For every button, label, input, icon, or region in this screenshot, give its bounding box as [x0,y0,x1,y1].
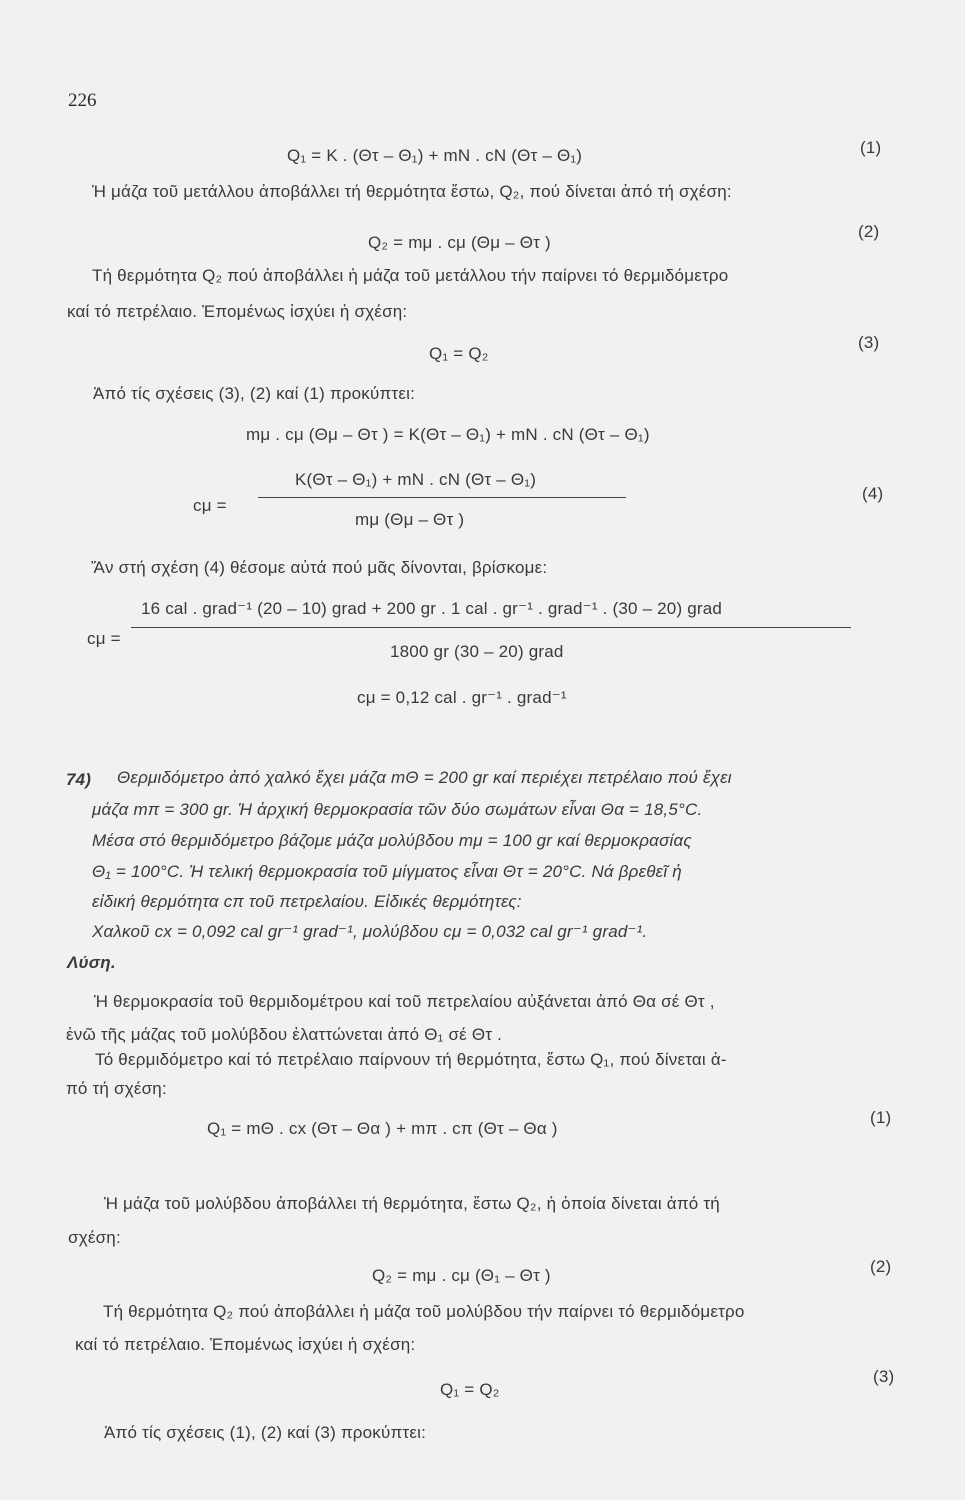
combined-equation: mμ . cμ (Θμ – Θτ ) = K(Θτ – Θ₁) + mN . cN (Θτ – Θ₁) [246,425,650,444]
paragraph-3: Ἀπό τίς σχέσεις (3), (2) καί (1) προκύπτει: [93,384,416,403]
problem-line-2: μάζα mπ = 300 gr. Ἡ ἀρχική θερμοκρασία τῶν δύο σωμάτων εἶναι Θα = 18,5°C. [92,800,703,819]
solution-paragraph-1-line-2: ἐνῶ τῆς μάζας τοῦ μολύβδου ἐλαττώνεται ἀπό Θ₁ σέ Θτ . [66,1025,503,1044]
solution-paragraph-2-line-1: Τό θερμιδόμετρο καί τό πετρέλαιο παίρνουν τή θερμότητα, ἔστω Q₁, πού δίνεται ἀ- [95,1050,727,1069]
problem-line-4: Θ₁ = 100°C. Ἡ τελική θερμοκρασία τοῦ μίγματος εἶναι Θτ = 20°C. Νά βρεθεῖ ἡ [92,862,682,881]
equation-5-fraction-bar [131,627,851,628]
problem-line-3: Μέσα στό θερμιδόμετρο βάζομε μάζα μολύβδου mμ = 100 gr καί θερμοκρασίας [92,831,692,850]
equation-4-denominator: mμ (Θμ – Θτ ) [355,510,465,529]
solution-paragraph-4-line-1: Τή θερμότητα Q₂ πού ἀποβάλλει ἡ μάζα τοῦ μολύβδου τήν παίρνει τό θερμιδόμετρο [103,1302,745,1321]
solution-equation-3: Q₁ = Q₂ [440,1380,500,1399]
solution-paragraph-5: Ἀπό τίς σχέσεις (1), (2) καί (3) προκύπτει: [104,1423,427,1442]
equation-2: Q₂ = mμ . cμ (Θμ – Θτ ) [368,233,551,252]
equation-1: Q₁ = K . (Θτ – Θ₁) + mN . cN (Θτ – Θ₁) [287,146,583,165]
problem-line-5: εἰδική θερμότητα cπ τοῦ πετρελαίου. Εἰδικές θερμότητες: [92,892,522,911]
equation-4-numerator: K(Θτ – Θ₁) + mN . cN (Θτ – Θ₁) [295,470,537,489]
solution-paragraph-3-line-2: σχέση: [68,1228,121,1247]
equation-5-denominator: 1800 gr (30 – 20) grad [390,642,564,661]
equation-4-lhs: cμ = [193,496,227,515]
page-number: 226 [68,90,97,111]
solution-equation-1: Q₁ = mΘ . cx (Θτ – Θα ) + mπ . cπ (Θτ – Θα ) [207,1119,558,1138]
problem-line-1: Θερμιδόμετρο ἀπό χαλκό ἔχει μάζα mΘ = 200 gr καί περιέχει πετρέλαιο πού ἔχει [117,768,732,787]
solution-equation-1-number: (1) [870,1108,892,1127]
equation-5-numerator: 16 cal . grad⁻¹ (20 – 10) grad + 200 gr . 1 cal . gr⁻¹ . grad⁻¹ . (30 – 20) grad [141,599,723,618]
paragraph-1: Ἡ μάζα τοῦ μετάλλου ἀποβάλλει τή θερμότητα ἔστω, Q₂, πού δίνεται ἀπό τή σχέση: [92,182,732,201]
solution-paragraph-2-line-2: πό τή σχέση: [66,1079,167,1098]
equation-3: Q₁ = Q₂ [429,344,489,363]
problem-label: 74) [66,770,92,789]
equation-5-lhs: cμ = [87,629,121,648]
paragraph-4: Ἄν στή σχέση (4) θέσομε αὐτά πού μᾶς δίνονται, βρίσκομε: [91,558,548,577]
equation-1-number: (1) [860,138,882,157]
equation-3-number: (3) [858,333,880,352]
equation-2-number: (2) [858,222,880,241]
paragraph-2-line-1: Τή θερμότητα Q₂ πού ἀποβάλλει ἡ μάζα τοῦ μετάλλου τήν παίρνει τό θερμιδόμετρο [92,266,729,285]
result-equation: cμ = 0,12 cal . gr⁻¹ . grad⁻¹ [357,688,567,707]
problem-line-6: Χαλκοῦ cx = 0,092 cal gr⁻¹ grad⁻¹, μολύβδου cμ = 0,032 cal gr⁻¹ grad⁻¹. [92,922,648,941]
equation-4-number: (4) [862,484,884,503]
solution-paragraph-1-line-1: Ἡ θερμοκρασία τοῦ θερμιδομέτρου καί τοῦ πετρελαίου αὐξάνεται ἀπό Θα σέ Θτ , [94,992,715,1011]
solution-equation-2-number: (2) [870,1257,892,1276]
solution-heading: Λύση. [67,953,116,972]
solution-paragraph-3-line-1: Ἡ μάζα τοῦ μολύβδου ἀποβάλλει τή θερμότητα, ἔστω Q₂, ἡ ὁποία δίνεται ἀπό τή [104,1194,720,1213]
paragraph-2-line-2: καί τό πετρέλαιο. Ἑπομένως ἰσχύει ἡ σχέση: [67,302,408,321]
solution-paragraph-4-line-2: καί τό πετρέλαιο. Ἑπομένως ἰσχύει ἡ σχέση: [75,1335,416,1354]
equation-4-fraction-bar [258,497,626,498]
solution-equation-2: Q₂ = mμ . cμ (Θ₁ – Θτ ) [372,1266,551,1285]
solution-equation-3-number: (3) [873,1367,895,1386]
